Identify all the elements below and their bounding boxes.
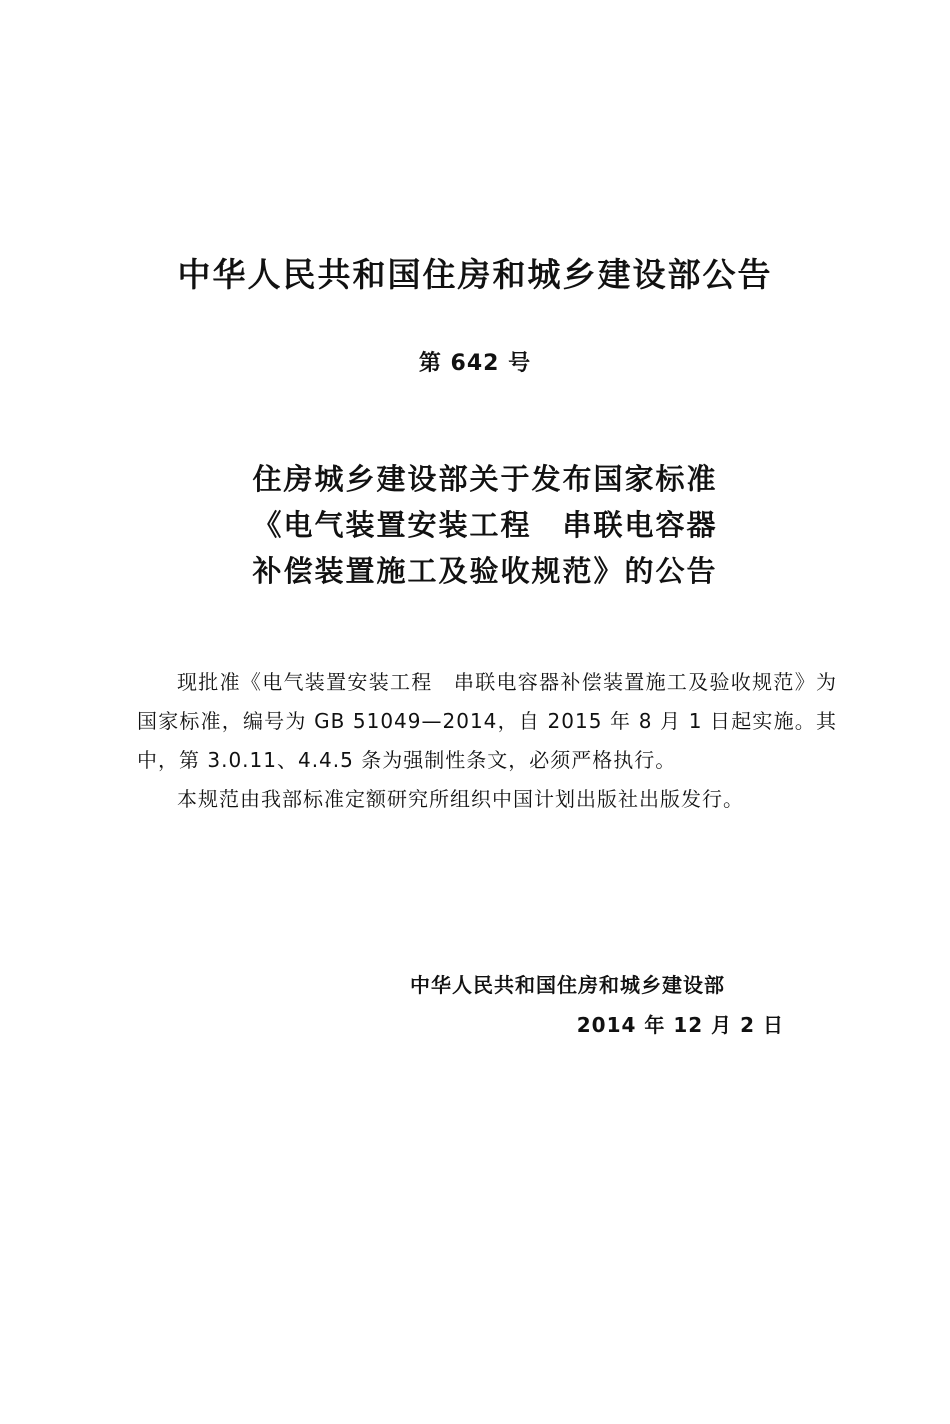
body-paragraph-2: 本规范由我部标准定额研究所组织中国计划出版社出版发行。: [177, 787, 744, 811]
announcement-body: [137, 663, 837, 819]
signature-block: [410, 965, 790, 1045]
subtitle-line-3: 补偿装置施工及验收规范》的公告: [252, 554, 718, 588]
subtitle-line-1: 住房城乡建设部关于发布国家标准: [252, 462, 718, 496]
announcement-number: 第 642 号: [418, 351, 532, 376]
subtitle-line-2: 《电气装置安装工程 串联电容器: [252, 508, 718, 542]
issuer-name: 中华人民共和国住房和城乡建设部: [410, 973, 725, 997]
issue-date: 2014 年 12 月 2 日: [576, 1013, 784, 1037]
announcement-title: 中华人民共和国住房和城乡建设部公告: [177, 255, 773, 294]
announcement-subtitle: [0, 456, 950, 594]
body-paragraph-1: 现批准《电气装置安装工程 串联电容器补偿装置施工及验收规范》为国家标准，编号为 GB 51049—2014，自 2015 年 8 月 1 日起实施。其中，第 3.0.11、4.4.5 条为强制性条文，必须严格执行。: [137, 670, 837, 772]
